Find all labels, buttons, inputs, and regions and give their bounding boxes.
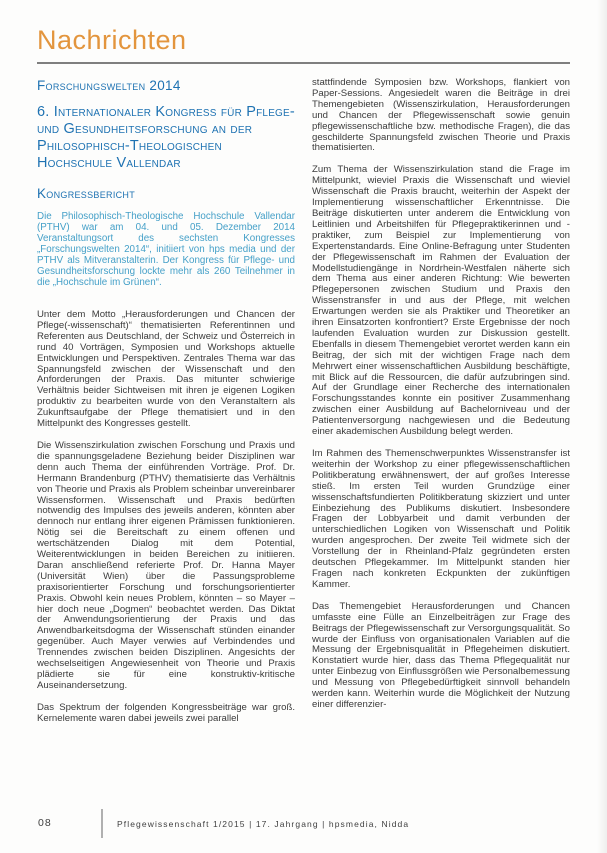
body-paragraph: Unter dem Motto „Herausforderungen und Chancen der Pflege(-wissenschaft)“ thematisierten Referentinnen und Referenten aus Deutschland, der Schweiz und Österreich in rund 40 Vorträgen, Symposien und Workshops aktuelle Entwicklungen und Perspektiven. Zentrales Thema war das Spannungsfeld zwischen der Wissenschaft und den Anforderungen der Praxis. Das mitunter schwierige Verhältnis beider Sichtweisen mit ihren je eigenen Logiken produktiv zu bearbeiten wurde von den Veranstaltern als Zukunftsaufgabe der Pflege thematisiert und in den Mittelpunkt des Kongresses gestellt. <box>37 309 295 430</box>
journal-line: Pflegewissenschaft 1/2015 | 17. Jahrgang | hpsmedia, Nidda <box>117 819 410 829</box>
article-columns <box>37 78 570 725</box>
article-kicker: Forschungswelten 2014 <box>37 78 181 93</box>
body-paragraph: stattfindende Symposien bzw. Workshops, flankiert von Paper-Sessions. Angesiedelt waren die Beiträge in drei Themengebieten (Wissenszirkulation, Herausforderungen und Chancen der Pflegewissenschaft sowie genuin pflegewissenschaftliche bzw. methodische Fragen), die das geschilderte Spannungsfeld zwischen Theorie und Praxis thematisierten. <box>312 77 570 154</box>
right-column <box>312 78 570 725</box>
body-paragraph: Die Wissenszirkulation zwischen Forschung und Praxis und die spannungsgeladene Beziehung beider Disziplinen war denn auch Thema der einführenden Vorträge. Prof. Dr. Hermann Brandenburg (PTHV) thematisierte das Verhältnis von Theorie und Praxis als Problem scheinbar unvereinbarer Wissensformen. Wissenschaft und Praxis bedürften notwendig des Impulses des jeweils anderen, könnten aber dennoch nur entlang ihrer eigenen Prämissen funktionieren. Nötig sei die Bereitschaft zu einem offenen und wertschätzenden Dialog mit dem Potential, Weiterentwicklungen in beiden Bereichen zu initiieren. Daran anschließend referierte Prof. Dr. Hanna Mayer (Universität Wien) über die Passungsprobleme praxisorientierter Forschung und forschungsorientierter Praxis. Obwohl kein neues Problem, könnten – so Mayer – hier doch neue „Dogmen“ beobachtet werden. Das Diktat der Anwendungsorientierung der Praxis und das Anwendbarkeitsdogma der Wissenschaft stünden einander gegenüber. Auch Mayer verwies auf Verbindendes und Trennendes zwischen beiden Disziplinen. Angesichts der wechselseitigen Angewiesenheit von Theorie und Praxis plädierte sie für eine konstruktiv-kritische Auseinandersetzung. <box>37 439 295 691</box>
article-subtitle: Kongressbericht <box>37 186 136 201</box>
footer-divider <box>101 809 103 838</box>
left-column <box>37 78 295 725</box>
page-number: 08 <box>38 817 52 829</box>
body-paragraph: Das Spektrum der folgenden Kongressbeiträge war groß. Kernelemente waren dabei jeweils zwei parallel <box>37 701 295 724</box>
body-paragraph: Zum Thema der Wissenszirkulation stand die Frage im Mittelpunkt, wieviel Praxis die Wissenschaft und wieviel Wissenschaft die Praxis braucht, weiterhin der Aspekt der Implementierung wissenschaftlicher Erkenntnisse. Die Beiträge diskutierten unter anderem die Entwicklung von Leitlinien und Arbeitshilfen für Pflegepraktikerinnen und -praktiker, zum Beispiel zur Implementierung von Expertenstandards. Eine Online-Befragung unter Studenten der Pflegewissenschaft im Rahmen der Evaluation der Modellstudiengänge in Nordrhein-Westfalen näherte sich dem Thema aus einer anderen Richtung: Wie bewerten Pflegepersonen zwischen Studium und Praxis den Wissenstransfer in und aus der Pflege, mit welchen Erwartungen werden sie als Praktiker und Theoretiker an ihren Einsatzorten konfrontiert? Erste Ergebnisse der noch laufenden Evaluation wurden zur Diskussion gestellt. Ebenfalls in diesem Themengebiet verortet werden kann ein Beitrag, der sich mit der wichtigen Frage nach dem Mehrwert einer wissenschaftlichen Ausbildung beschäftigte, mit Blick auf die Ressourcen, die dafür aufzubringen sind. Auf der Grundlage einer Recherche des internationalen Forschungsstandes konnte ein positiver Zusammenhang zwischen einer Ausbildung auf Bachelorniveau und der Patientenversorgung nachgewiesen und die Bedeutung einer akademischen Ausbildung belegt werden. <box>312 164 570 438</box>
lead-paragraph: Die Philosophisch-Theologische Hochschule Vallendar (PTHV) war am 04. und 05. Dezember 2014 Veranstaltungsort des sechsten Kongresses „Forschungswelten 2014“, initiiert von hps media und der PTHV als Mitveranstalterin. Der Kongress für Pflege- und Gesundheitsforschung lockte mehr als 260 Teilnehmer in die „Hochschule im Grünen“. <box>37 211 295 288</box>
page-title: Nachrichten <box>37 25 187 55</box>
title-rule <box>37 62 570 64</box>
article-title: 6. Internationaler Kongress für Pflege- und Gesundheitsforschung an der Philosophisch-Theologischen Hochschule Vallendar <box>37 104 295 171</box>
body-paragraph: Das Themengebiet Herausforderungen und Chancen umfasste eine Fülle an Einzelbeiträgen zur Frage des Beitrags der Pflegewissenschaft zur Versorgungsqualität. So wurde der Einfluss von organisationalen Variablen auf die Messung der Ergebnisqualität in Pflegeheimen diskutiert. Konstatiert wurde hier, dass das Thema Pflegequalität nur unter Einbezug von Einflussgrößen wie Personalbemessung und Messung von Pflegebedürftigkeit sinnvoll behandeln werden kann. Weiterhin wurde die Möglichkeit der Nutzung einer differenzier- <box>312 600 570 710</box>
body-paragraph: Im Rahmen des Themenschwerpunktes Wissenstransfer ist weiterhin der Workshop zu einer pflegewissenschaftlichen Politikberatung erwähnenswert, der auf großes Interesse stieß. Im ersten Teil wurden Grundzüge einer wissenschaftsfundierten Politikberatung skizziert und unter Einbeziehung des Publikums diskutiert. Insbesondere Fragen der Lobbyarbeit und damit verbunden der unterschiedlichen Logiken von Wissenschaft und Politik wurden angesprochen. Der zweite Teil widmete sich der Vorstellung der in Rheinland-Pfalz gegründeten ersten deutschen Pflegekammer. Im Mittelpunkt standen hier Fragen nach konkreten Eckpunkten der zukünftigen Kammer. <box>312 448 570 590</box>
